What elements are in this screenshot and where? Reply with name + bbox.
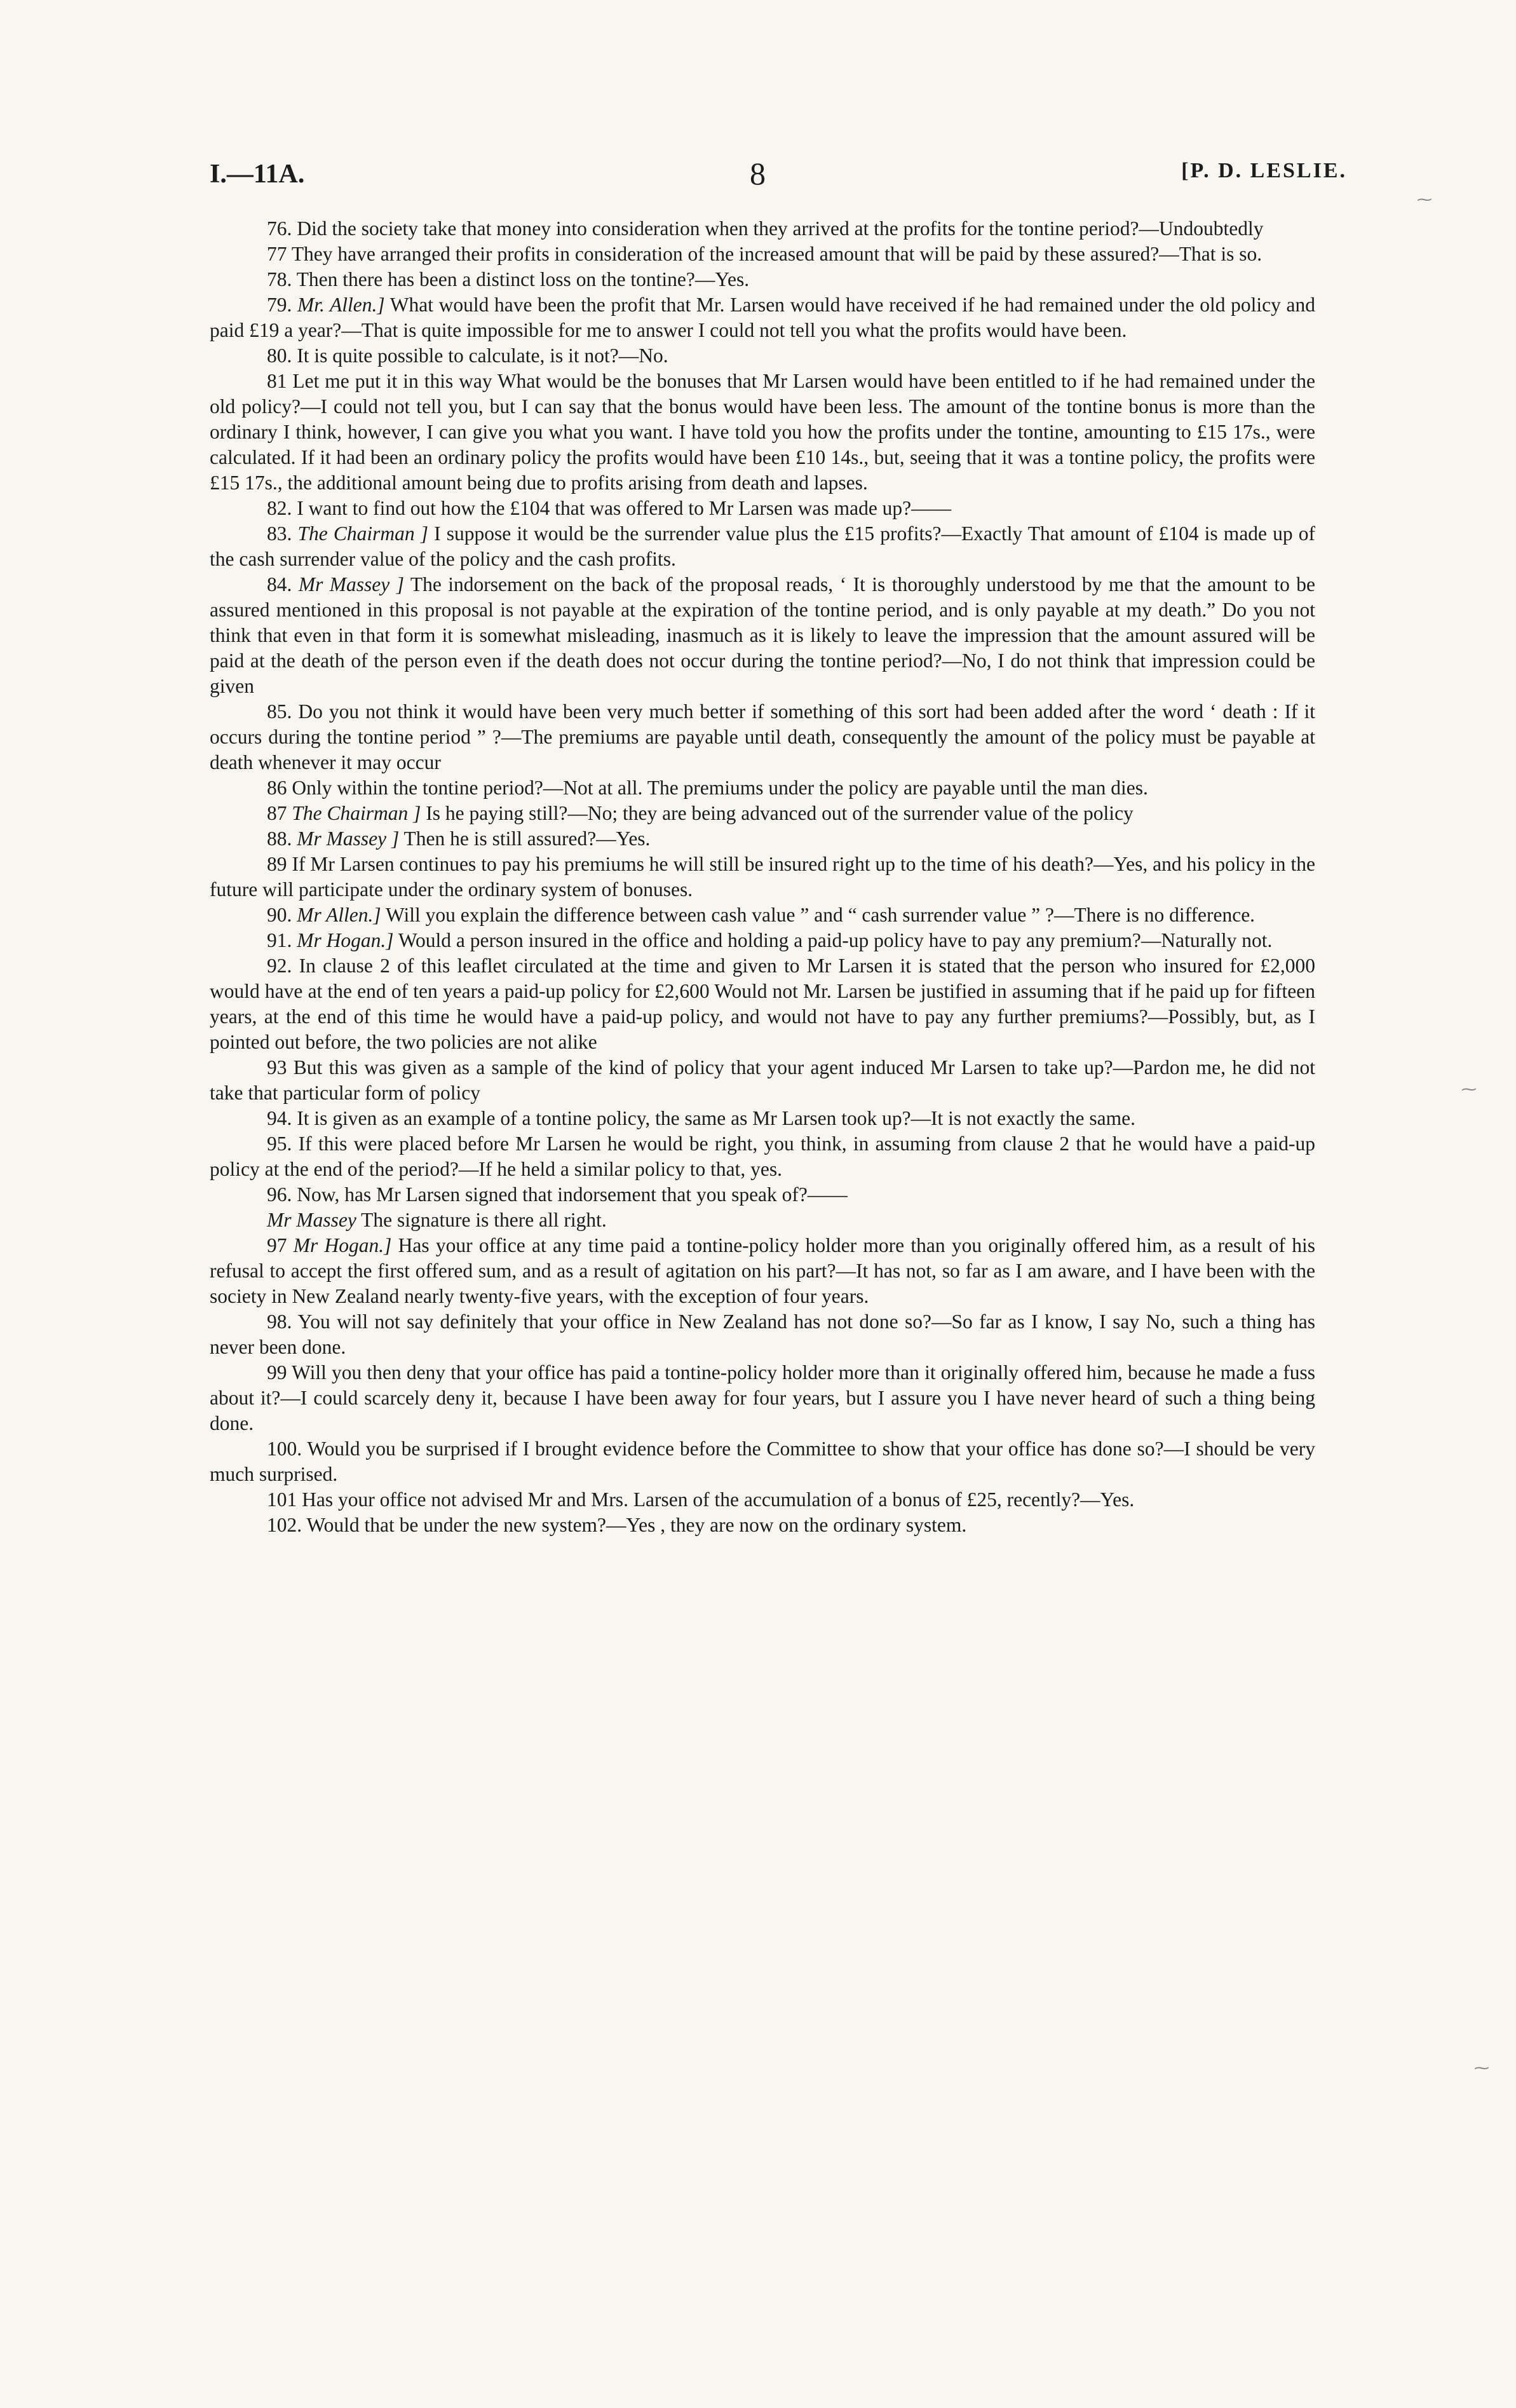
- speaker-name: Mr Hogan.]: [293, 1234, 392, 1256]
- paragraph-text: They have arranged their profits in consideration of the increased amount that will be paid by these assured?—That is so.: [291, 243, 1262, 265]
- testimony-paragraph: [210, 369, 1315, 496]
- paragraph-text: Would that be under the new system?—Yes , they are now on the ordinary system.: [306, 1514, 967, 1536]
- paragraph-text: I suppose it would be the surrender value plus the £15 profits?—Exactly That amount of £104 is made up of the cash surrender value of the policy and the cash profits.: [210, 522, 1316, 570]
- testimony-paragraph: [210, 1182, 1315, 1207]
- question-number: 89: [267, 853, 287, 875]
- document-reference: I.—11A.: [210, 160, 305, 189]
- paragraph-text: It is given as an example of a tontine policy, the same as Mr Larsen took up?—It is not exactly the same.: [297, 1107, 1135, 1129]
- testimony-paragraph: [210, 826, 1315, 852]
- question-number: 100.: [267, 1438, 302, 1460]
- paragraph-text: In clause 2 of this leaflet circulated at the time and given to Mr Larsen it is stated that the person who insured for £2,000 would have at the end of ten years a paid-up policy for £2,600 Would not Mr. Larsen be justified in assuming that if he paid up for fifteen years, at the end of this time he would have a paid-up policy, and would not have to pay any further premiums?—Possibly, but, as I pointed out before, the two policies are not alike: [210, 955, 1315, 1053]
- question-number: 78.: [267, 268, 292, 290]
- testimony-paragraph: [210, 1233, 1315, 1309]
- paragraph-text: If Mr Larsen continues to pay his premiums he will still be insured right up to the time of his death?—Yes, and his policy in the future will participate under the ordinary system of bonuses.: [210, 853, 1315, 901]
- question-number: 82.: [267, 497, 292, 519]
- testimony-paragraph: [210, 1131, 1315, 1182]
- question-number: 87: [267, 802, 287, 824]
- paragraph-text: It is quite possible to calculate, is it not?—No.: [297, 344, 668, 367]
- speaker-name: The Chairman ]: [297, 522, 429, 545]
- question-number: 92.: [267, 955, 292, 977]
- question-number: 93: [267, 1056, 287, 1078]
- question-number: 99: [267, 1361, 287, 1384]
- paragraph-text: Would you be surprised if I brought evidence before the Committee to show that your office has done so?—I should be very much surprised.: [210, 1438, 1316, 1485]
- question-number: 76.: [267, 217, 292, 240]
- page-number: 8: [750, 156, 766, 191]
- testimony-paragraph: [210, 902, 1315, 928]
- testimony-paragraph: [210, 1487, 1315, 1513]
- speaker-name: Mr Massey: [267, 1209, 356, 1231]
- paragraph-text: Then there has been a distinct loss on the tontine?—Yes.: [296, 268, 750, 290]
- paragraph-text: Then he is still assured?—Yes.: [403, 827, 651, 850]
- body-text: [210, 216, 1315, 1538]
- paragraph-text: The indorsement on the back of the proposal reads, ‘ It is thoroughly understood by me that the amount to be assured mentioned in this proposal is not payable at the expiration of the tontine period, and is only payable at my death.” Do you not think that even in that form it is somewhat misleading, inasmuch as it is likely to leave the impression that the amount assured will be paid at the death of the person even if the death does not occur during the tontine period?—No, I do not think that impression could be given: [210, 573, 1316, 697]
- testimony-paragraph: [210, 216, 1315, 241]
- speaker-name: The Chairman ]: [292, 802, 421, 824]
- question-number: 77: [267, 243, 287, 265]
- testimony-paragraph: [210, 775, 1315, 801]
- witness-name: [P. D. LESLIE.: [1181, 159, 1347, 182]
- testimony-paragraph: [210, 699, 1315, 775]
- margin-mark: ⁓: [1474, 2059, 1489, 2077]
- speaker-name: Mr Massey ]: [297, 827, 400, 850]
- testimony-paragraph: [210, 1436, 1315, 1487]
- paragraph-text: Let me put it in this way What would be the bonuses that Mr Larsen would have been entitled to if he had remained under the old policy?—I could not tell you, but I can say that the bonus would have been less. The amount of the tontine bonus is more than the ordinary I think, however, I can give you what you want. I have told you how the profits under the tontine, amounting to £15 17s., were calculated. If it had been an ordinary policy the profits would have been £10 14s., but, seeing that it was a tontine policy, the profits were £15 17s., the additional amount being due to profits arising from death and lapses.: [210, 370, 1315, 494]
- question-number: 86: [267, 777, 287, 799]
- speaker-name: Mr. Allen.]: [297, 294, 385, 316]
- question-number: 85.: [267, 700, 292, 723]
- paragraph-text: Did the society take that money into consideration when they arrived at the profits for the tontine period?—Undoubtedly: [297, 217, 1264, 240]
- question-number: 94.: [267, 1107, 292, 1129]
- question-number: 84.: [267, 573, 292, 595]
- paragraph-text: Will you explain the difference between cash value ” and “ cash surrender value ” ?—There is no difference.: [385, 904, 1255, 926]
- testimony-paragraph: [210, 521, 1315, 572]
- question-number: 80.: [267, 344, 292, 367]
- question-number: 91.: [267, 929, 292, 951]
- testimony-paragraph: [210, 343, 1315, 369]
- testimony-paragraph: [210, 241, 1315, 267]
- testimony-paragraph: [210, 1207, 1315, 1233]
- speaker-name: Mr Hogan.]: [297, 929, 394, 951]
- speaker-name: Mr Massey ]: [298, 573, 404, 595]
- paragraph-text: Would a person insured in the office and holding a paid-up policy have to pay any premium?—Naturally not.: [398, 929, 1273, 951]
- question-number: 98.: [267, 1310, 292, 1333]
- paragraph-text: Has your office at any time paid a tontine-policy holder more than you originally offered him, as a result of his refusal to accept the first offered sum, and as a result of agitation on his part?—It has not, so far as I am aware, and I have been with the society in New Zealand nearly twenty-five years, with the exception of four years.: [210, 1234, 1316, 1307]
- paragraph-text: Only within the tontine period?—Not at all. The premiums under the policy are payable until the man dies.: [292, 777, 1148, 799]
- question-number: 88.: [267, 827, 292, 850]
- testimony-paragraph: [210, 1309, 1315, 1360]
- question-number: 95.: [267, 1133, 292, 1155]
- paragraph-text: I want to find out how the £104 that was offered to Mr Larsen was made up?——: [297, 497, 952, 519]
- testimony-paragraph: [210, 292, 1315, 343]
- question-number: 97: [267, 1234, 287, 1256]
- paragraph-text: Is he paying still?—No; they are being advanced out of the surrender value of the policy: [426, 802, 1134, 824]
- question-number: 90.: [267, 904, 292, 926]
- testimony-paragraph: [210, 572, 1315, 699]
- testimony-paragraph: [210, 1513, 1315, 1538]
- question-number: 79.: [267, 294, 292, 316]
- margin-mark: ⁓: [1461, 1080, 1477, 1098]
- paragraph-text: But this was given as a sample of the kind of policy that your agent induced Mr Larsen to take up?—Pardon me, he did not take that particular form of policy: [210, 1056, 1315, 1104]
- testimony-paragraph: [210, 1360, 1315, 1436]
- speaker-name: Mr Allen.]: [297, 904, 381, 926]
- testimony-paragraph: [210, 852, 1315, 902]
- paragraph-text: Now, has Mr Larsen signed that indorsement that you speak of?——: [297, 1183, 848, 1206]
- question-number: 81: [267, 370, 287, 392]
- question-number: 101: [267, 1488, 297, 1511]
- testimony-paragraph: [210, 928, 1315, 953]
- paragraph-text: The signature is there all right.: [361, 1209, 607, 1231]
- testimony-paragraph: [210, 496, 1315, 521]
- question-number: 83.: [267, 522, 292, 545]
- question-number: 102.: [267, 1514, 302, 1536]
- paragraph-text: You will not say definitely that your office in New Zealand has not done so?—So far as I know, I say No, such a thing has never been done.: [210, 1310, 1315, 1358]
- testimony-paragraph: [210, 1055, 1315, 1106]
- paragraph-text: Will you then deny that your office has paid a tontine-policy holder more than it originally offered him, because he made a fuss about it?—I could scarcely deny it, because I have been away for four years, but I assure you I have never heard of such a thing being done.: [210, 1361, 1315, 1434]
- paragraph-text: If this were placed before Mr Larsen he would be right, you think, in assuming from clause 2 that he would have a paid-up policy at the end of the period?—If he held a similar policy to that, yes.: [210, 1133, 1316, 1180]
- paragraph-text: Do you not think it would have been very much better if something of this sort had been added after the word ‘ death : If it occurs during the tontine period ” ?—The premiums are payable until death, consequently the amount of the policy must be payable at death whenever it may occur: [210, 700, 1316, 773]
- testimony-paragraph: [210, 1106, 1315, 1131]
- paragraph-text: Has your office not advised Mr and Mrs. Larsen of the accumulation of a bonus of £25, recently?—Yes.: [302, 1488, 1135, 1511]
- question-number: 96.: [267, 1183, 292, 1206]
- margin-mark: ⁓: [1417, 191, 1432, 208]
- page-header: [210, 156, 1347, 203]
- testimony-paragraph: [210, 267, 1315, 292]
- testimony-paragraph: [210, 953, 1315, 1055]
- paragraph-text: What would have been the profit that Mr. Larsen would have received if he had remained under the old policy and paid £19 a year?—That is quite impossible for me to answer I could not tell you what the profits would have been.: [210, 294, 1316, 341]
- testimony-paragraph: [210, 801, 1315, 826]
